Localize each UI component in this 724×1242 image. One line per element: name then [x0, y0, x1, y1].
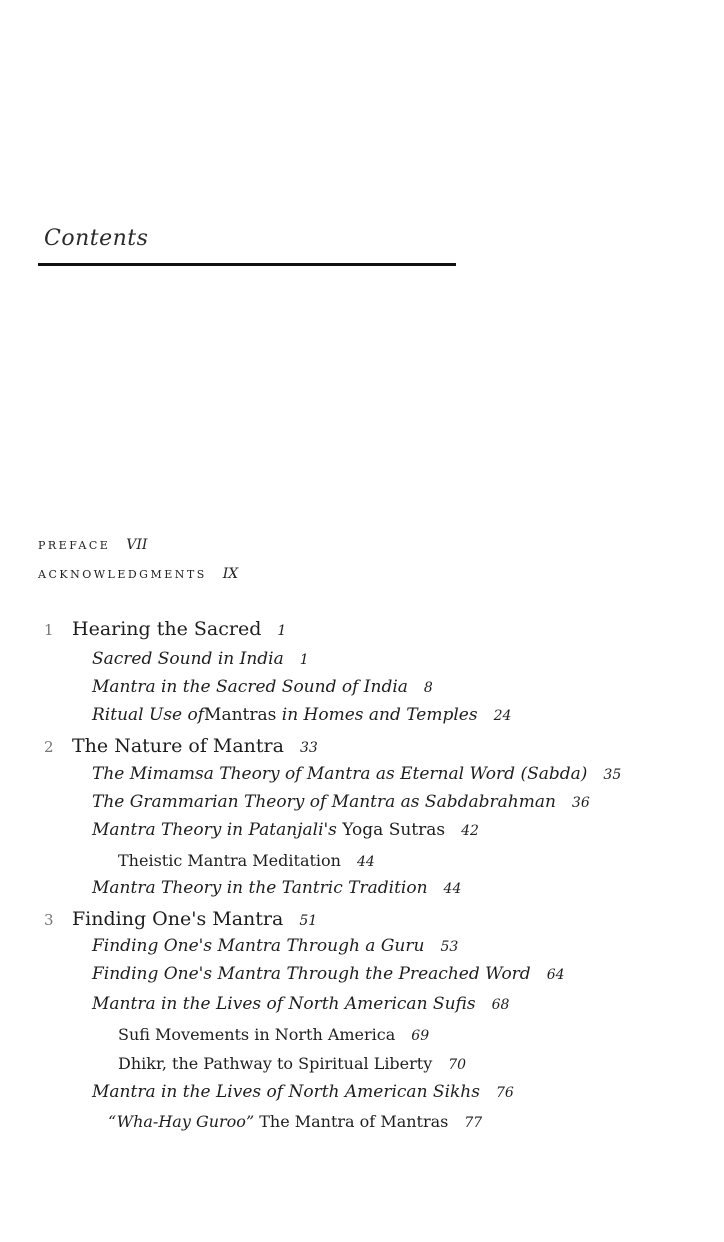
toc-section[interactable] — [92, 1082, 514, 1102]
toc-page-number: IX — [222, 566, 239, 582]
toc-section[interactable] — [92, 964, 565, 984]
toc-section[interactable] — [92, 994, 509, 1014]
chapter-number: 2 — [44, 738, 54, 756]
section-title: The Mimamsa Theory of Mantra as Eternal Word (Sabda) — [92, 764, 588, 784]
toc-page-number: VII — [126, 537, 148, 553]
toc-entry-acknowledgments[interactable] — [38, 566, 238, 582]
section-title-part: Mantras — [204, 705, 277, 725]
section-title: Mantra in the Lives of North American Sufis — [92, 994, 476, 1014]
chapter-title: Finding One's Mantra — [72, 908, 284, 930]
subsection-title: Sufi Movements in North America — [118, 1025, 396, 1044]
section-title: Mantra in the Lives of North American Sikhs — [92, 1082, 480, 1102]
toc-section[interactable] — [92, 936, 458, 956]
toc-page-number: 51 — [299, 913, 318, 929]
toc-page-number: 1 — [299, 652, 309, 668]
toc-chapter-2[interactable] — [44, 735, 318, 757]
toc-section[interactable] — [92, 705, 511, 725]
toc-subsection[interactable] — [108, 1112, 482, 1131]
toc-page-number: 24 — [493, 708, 512, 724]
section-title-part: Mantra Theory in Patanjali's — [92, 820, 337, 840]
page-title: Contents — [44, 226, 149, 251]
toc-page-number: 64 — [546, 967, 565, 983]
subsection-title: Dhikr, the Pathway to Spiritual Liberty — [118, 1054, 433, 1073]
toc-section[interactable] — [92, 649, 309, 669]
chapter-number: 1 — [44, 621, 54, 639]
toc-page-number: 77 — [464, 1115, 483, 1131]
toc-entry-preface[interactable] — [38, 537, 147, 553]
toc-page-number: 44 — [443, 881, 462, 897]
toc-page-number: 53 — [440, 939, 459, 955]
toc-page-number: 42 — [461, 823, 479, 839]
toc-page-number: 35 — [603, 767, 622, 783]
section-title: Finding One's Mantra Through a Guru — [92, 936, 425, 956]
section-title: Sacred Sound in India — [92, 649, 284, 669]
section-title: Finding One's Mantra Through the Preached Word — [92, 964, 531, 984]
section-title: Mantra in the Sacred Sound of India — [92, 677, 408, 697]
chapter-title: The Nature of Mantra — [72, 735, 284, 757]
subsection-title-part: “Wha-Hay Guroo” — [108, 1112, 255, 1131]
toc-page-number: 1 — [277, 623, 287, 639]
toc-page-number: 8 — [423, 680, 433, 696]
toc-page-number: 36 — [571, 795, 590, 811]
toc-chapter-3[interactable] — [44, 908, 317, 930]
title-rule — [38, 263, 456, 266]
toc-label: PREFACE — [38, 539, 111, 552]
toc-page-number: 68 — [491, 997, 510, 1013]
toc-page-number: 76 — [495, 1085, 514, 1101]
subsection-title: Theistic Mantra Meditation — [118, 851, 341, 870]
section-title-part: Ritual Use of — [92, 705, 205, 725]
toc-page-number: 69 — [411, 1028, 430, 1044]
toc-section[interactable] — [92, 764, 621, 784]
section-title-part: Yoga Sutras — [336, 820, 446, 840]
toc-page-number: 44 — [356, 854, 375, 870]
toc-subsection[interactable] — [118, 1025, 429, 1044]
toc-section[interactable] — [92, 677, 433, 697]
toc-chapter-1[interactable] — [44, 618, 286, 640]
toc-page-number: 33 — [299, 740, 318, 756]
toc-subsection[interactable] — [118, 851, 375, 870]
toc-section[interactable] — [92, 878, 461, 898]
chapter-number: 3 — [44, 911, 54, 929]
section-title: Mantra Theory in the Tantric Tradition — [92, 878, 428, 898]
toc-label: ACKNOWLEDGMENTS — [38, 568, 207, 581]
subsection-title-part: The Mantra of Mantras — [254, 1112, 449, 1131]
toc-subsection[interactable] — [118, 1054, 466, 1073]
chapter-title: Hearing the Sacred — [72, 618, 262, 640]
toc-page-number: 70 — [448, 1057, 467, 1073]
section-title: The Grammarian Theory of Mantra as Sabdabrahman — [92, 792, 556, 812]
toc-section[interactable] — [92, 820, 479, 840]
toc-section[interactable] — [92, 792, 590, 812]
section-title-part: in Homes and Temples — [276, 705, 478, 725]
